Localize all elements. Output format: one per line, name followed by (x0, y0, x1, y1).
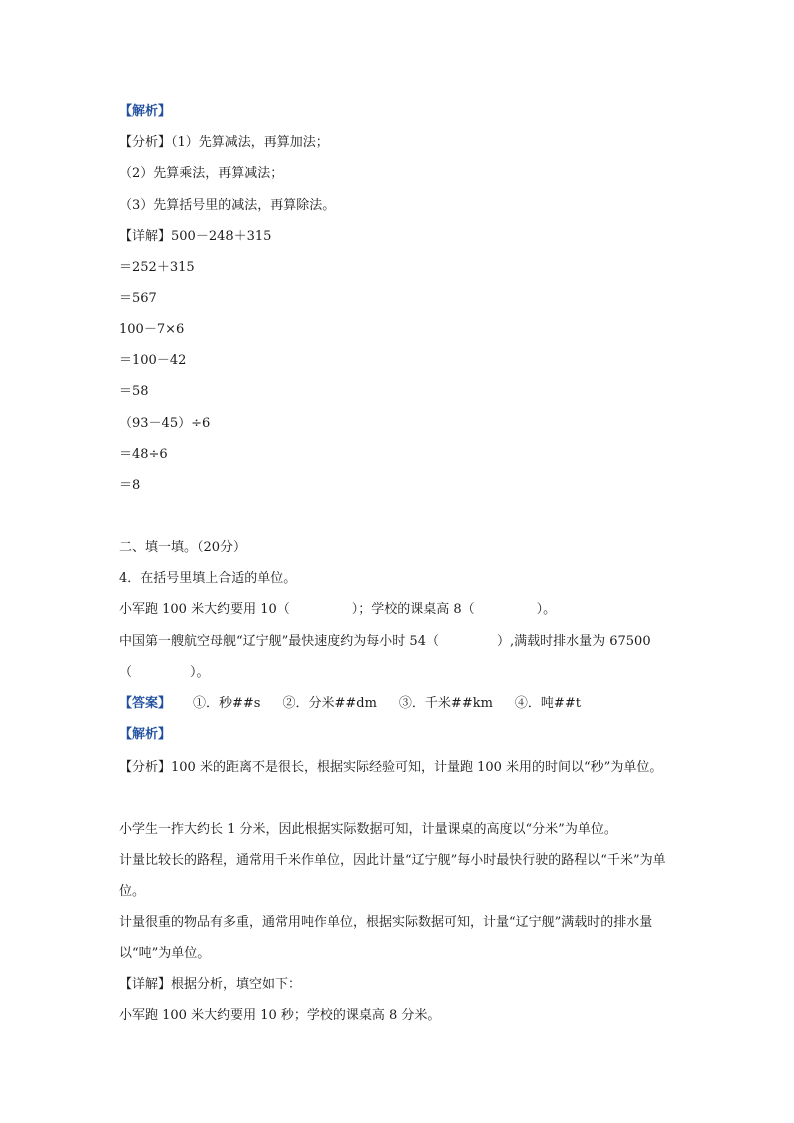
answer-2: ②．分米##dm (282, 696, 377, 711)
calc-line-1: ＝252＋315 (119, 260, 195, 275)
fenxi-line-2: （2）先算乘法，再算减法； (119, 166, 284, 181)
jiexi-tag: 【解析】 (119, 104, 172, 119)
fenxi-paragraph-4: 计量很重的物品有多重，通常用吨作单位，根据实际数据可知，计量“辽宁舰”满载时的排水量以“吨”为单位。 (119, 915, 653, 961)
answer-tag: 【答案】 (119, 696, 172, 711)
fenxi-tag: 【分析】 (119, 135, 172, 150)
question-4-line-1 (119, 601, 556, 619)
answer-1: ①．秒##s (193, 696, 261, 711)
jiexi-heading-2 (119, 726, 171, 744)
jiexi-tag-2: 【解析】 (119, 727, 172, 742)
calc-line-5: ＝58 (119, 384, 149, 399)
calc-line-6: （93－45）÷6 (119, 416, 211, 431)
final-answer-line: 小军跑 100 米大约要用 10 秒；学校的课桌高 8 分米。 (119, 1008, 441, 1023)
fenxi-p1-text: 100 米的距离不是很长，根据实际经验可知，计量跑 100 米用的时间以“秒”为单位。 (171, 760, 663, 775)
jiexi-heading-1 (119, 103, 171, 121)
xiangjie-line-1 (119, 228, 271, 246)
fenxi-line-1 (119, 134, 329, 152)
calc-line-2: ＝567 (119, 291, 157, 306)
xiangjie-text: 根据分析，填空如下： (171, 977, 302, 992)
question-4-line-2 (119, 633, 651, 651)
calc-line-8: ＝8 (119, 478, 141, 493)
question-4-title: 4．在括号里填上合适的单位。 (119, 571, 297, 586)
q4-text-2b: ）,满载时排水量为 67500 (496, 634, 651, 649)
calc-line-0: 500－248＋315 (171, 229, 272, 244)
q4-text-1a: 小军跑 100 米大约要用 10（ (119, 602, 290, 617)
fenxi-paragraph-2: 小学生一拃大约长 1 分米，因此根据实际数据可知，计量课桌的高度以“分米”为单位。 (119, 822, 617, 837)
xiangjie-tag-2: 【详解】 (119, 977, 172, 992)
q4-text-2a: 中国第一艘航空母舰“辽宁舰”最快速度约为每小时 54（ (119, 634, 439, 649)
fenxi-tag-2: 【分析】 (119, 760, 172, 775)
fenxi-text-1: （1）先算减法，再算加法； (171, 135, 329, 150)
q4-text-1b: ）；学校的课桌高 8（ (351, 602, 475, 617)
fenxi-line-3: （3）先算括号里的减法，再算除法。 (119, 198, 336, 213)
q4-text-3a: （ (119, 665, 133, 680)
xiangjie-line-2 (119, 976, 301, 994)
answer-3: ③．千米##km (398, 696, 493, 711)
q4-text-1c: ）。 (536, 602, 557, 617)
answer-line (119, 695, 581, 713)
xiangjie-tag: 【详解】 (119, 229, 172, 244)
calc-line-7: ＝48÷6 (119, 447, 168, 462)
calc-line-3: 100－7×6 (119, 322, 185, 337)
fenxi-paragraph-3: 计量比较长的路程，通常用千米作单位，因此计量“辽宁舰”每小时最快行驶的路程以“千米”为单位。 (119, 853, 666, 899)
question-4-line-3 (119, 664, 210, 682)
fenxi-paragraph-1 (119, 752, 679, 783)
answer-4: ④．吨##t (514, 696, 581, 711)
calc-line-4: ＝100－42 (119, 353, 187, 368)
section-heading: 二、填一填。（20分） (119, 540, 247, 555)
q4-text-3b: ）。 (190, 665, 210, 680)
